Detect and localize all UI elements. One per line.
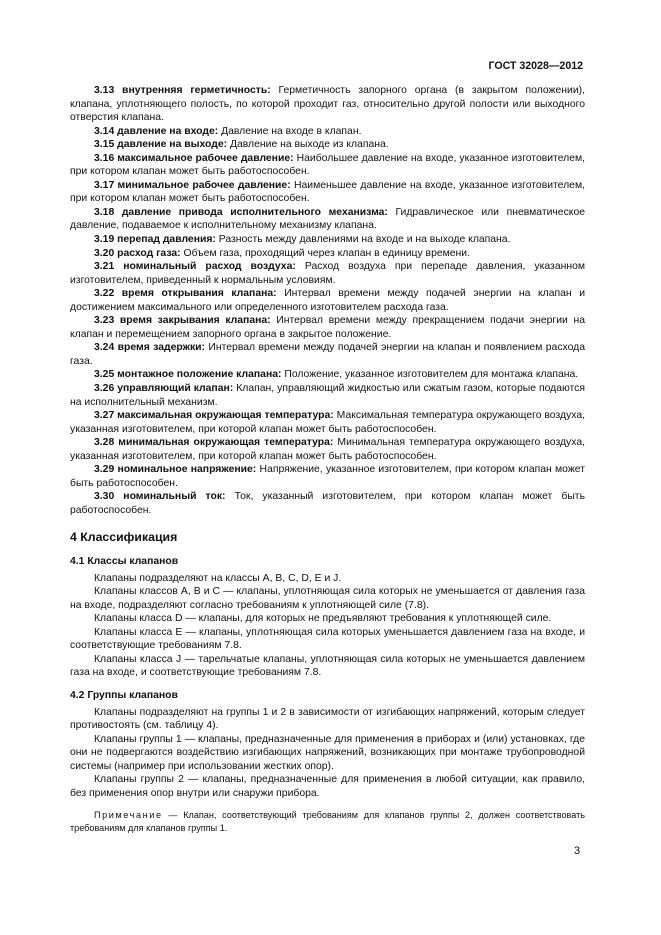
paragraph: Клапаны класса J — тарельчатые клапаны, уплотняющая сила которых не уменьшается давлением газа на входе, и соответствующие требованиям 7.8. — [70, 653, 585, 679]
definition-item — [70, 436, 585, 463]
definitions-list — [70, 84, 585, 518]
definition-term: 3.18 давление привода исполнительного механизма: — [94, 206, 388, 218]
definition-item — [70, 287, 585, 314]
definition-term: 3.13 внутренняя герметичность: — [94, 85, 271, 96]
definition-item — [70, 409, 585, 436]
paragraph: Клапаны подразделяют на группы 1 и 2 в зависимости от изгибающих напряжений, которым следует противостоять (см. таблицу 4). — [70, 706, 585, 732]
definition-item — [70, 247, 585, 261]
definition-term: 3.27 максимальная окружающая температура: — [94, 410, 334, 422]
definition-term: 3.30 номинальный ток: — [94, 491, 226, 503]
definition-item — [70, 463, 585, 490]
definition-item — [70, 138, 585, 152]
definition-text: Разность между давлениями на входе и на выходе клапана. — [215, 234, 511, 246]
definition-text: Расход воздуха при перепаде давления, указанном изготовителем, приведенный к нормальным условиям. — [70, 261, 585, 286]
definition-term: 3.21 номинальный расход воздуха: — [94, 261, 296, 273]
standard-code-header: ГОСТ 32028—2012 — [488, 60, 583, 72]
definition-term: 3.17 минимальное рабочее давление: — [94, 179, 291, 191]
paragraph: Клапаны класса D — клапаны, для которых не предъявляют требования к уплотняющей силе. — [94, 613, 552, 625]
definition-text: Клапан, управляющий жидкостью или сжатым газом, которые подаются на исполнительный механизм. — [70, 383, 586, 408]
definition-term: 3.26 управляющий клапан: — [94, 383, 234, 395]
definition-term: 3.16 максимальное рабочее давление: — [94, 152, 294, 164]
section-heading: 4 Классификация — [70, 529, 178, 544]
definition-item — [70, 84, 585, 125]
definition-term: 3.14 давление на входе: — [94, 125, 219, 137]
definition-term: 3.25 монтажное положение клапана: — [94, 369, 282, 381]
definition-item — [70, 179, 585, 206]
paragraph: Клапаны группы 1 — клапаны, предназначенные для применения в приборах и (или) установках, где они не подвергаются воздействию изгибающих напряжений, возникающих при монтаже трубопроводной системы (например при использовании жестких опор). — [70, 733, 585, 772]
definition-item — [70, 341, 585, 368]
definition-term: 3.29 номинальное напряжение: — [94, 464, 257, 476]
definition-text: Максимальная температура окружающего воздуха, указанная изготовителем, при которой клапан может быть работоспособен. — [70, 410, 586, 435]
definition-item — [70, 368, 585, 382]
definition-text: Положение, указанное изготовителем для монтажа клапана. — [281, 369, 579, 381]
definition-term: 3.22 время открывания клапана: — [94, 288, 277, 300]
page-number: 3 — [574, 845, 581, 857]
definition-text: Объем газа, проходящий через клапан в единицу времени. — [180, 247, 470, 259]
definition-item — [70, 206, 585, 233]
definition-item — [70, 152, 585, 179]
paragraph: Клапаны группы 2 — клапаны, предназначенные для применения в любой ситуации, как правило, без применения опор внутри или снаружи прибора. — [70, 774, 585, 799]
definition-text: Интервал времени между подачей энергии на клапан и появлением расхода газа. — [70, 342, 585, 367]
page-content — [70, 84, 585, 834]
paragraph: Клапаны подразделяют на классы A, B, C, D, E и J. — [94, 572, 342, 584]
definition-term: 3.24 время задержки: — [94, 342, 205, 354]
definition-text: Интервал времени между прекращением подачи энергии на клапан и перемещением запорного органа в закрытое положение. — [70, 315, 585, 340]
definition-text: Наибольшее давление на входе, указанное изготовителем, при котором клапан может быть работоспособен. — [70, 152, 585, 178]
subsection-heading-groups: 4.2 Группы клапанов — [70, 689, 178, 701]
definition-text: Давление на выходе из клапана. — [227, 139, 389, 151]
subsection-heading-classes: 4.1 Классы клапанов — [70, 556, 179, 568]
note — [70, 809, 585, 834]
paragraph: Клапаны классов A, B и C — клапаны, уплотняющая сила которых не уменьшается от давления газа на входе, подразделяют согласно требованиям к уплотняющей силе (7.8). — [70, 586, 585, 611]
definition-text: Герметичность запорного органа (в закрытом положении), клапана, уплотняющего полость, по которой проходит газ, относительно другой полости или выходного отверстия клапана. — [70, 85, 585, 124]
definition-term: 3.15 давление на выходе: — [94, 139, 228, 151]
definition-term: 3.28 минимальная окружающая температура: — [94, 437, 334, 449]
definition-term: 3.23 время закрывания клапана: — [94, 315, 271, 327]
note-label: Примечание — [94, 810, 163, 821]
definition-text: Гидравлическое или пневматическое давление, подаваемое к исполнительному механизму клапана. — [70, 206, 586, 232]
definition-term: 3.20 расход газа: — [94, 247, 181, 259]
definition-text: Минимальная температура окружающего воздуха, указанная изготовителем, при которой клапан может быть работоспособен. — [70, 437, 585, 462]
definition-item — [70, 125, 585, 139]
note-text: — Клапан, соответствующий требованиям для клапанов группы 2, должен соответствовать требованиям для клапанов группы 1. — [70, 810, 585, 833]
definition-item — [70, 490, 585, 517]
definition-item — [70, 233, 585, 247]
definition-item — [70, 260, 585, 287]
definition-text: Давление на входе в клапан. — [218, 125, 362, 137]
definition-term: 3.19 перепад давления: — [94, 234, 216, 246]
paragraph: Клапаны класса E — клапаны, уплотняющая сила которых уменьшается давлением газа на входе, и соответствующие требованиям 7.8. — [70, 626, 585, 652]
definition-text: Наименьшее давление на входе, указанное изготовителем, при котором клапан может быть работоспособен. — [70, 179, 585, 205]
definition-text: Напряжение, указанное изготовителем, при котором клапан может быть работоспособен. — [70, 464, 585, 489]
definition-item — [70, 314, 585, 341]
definition-item — [70, 382, 585, 409]
definition-text: Ток, указанный изготовителем, при котором клапан может быть работоспособен. — [70, 491, 585, 516]
definition-text: Интервал времени между подачей энергии на клапан и достижением максимального или определенного изготовителем расхода газа. — [70, 288, 586, 313]
